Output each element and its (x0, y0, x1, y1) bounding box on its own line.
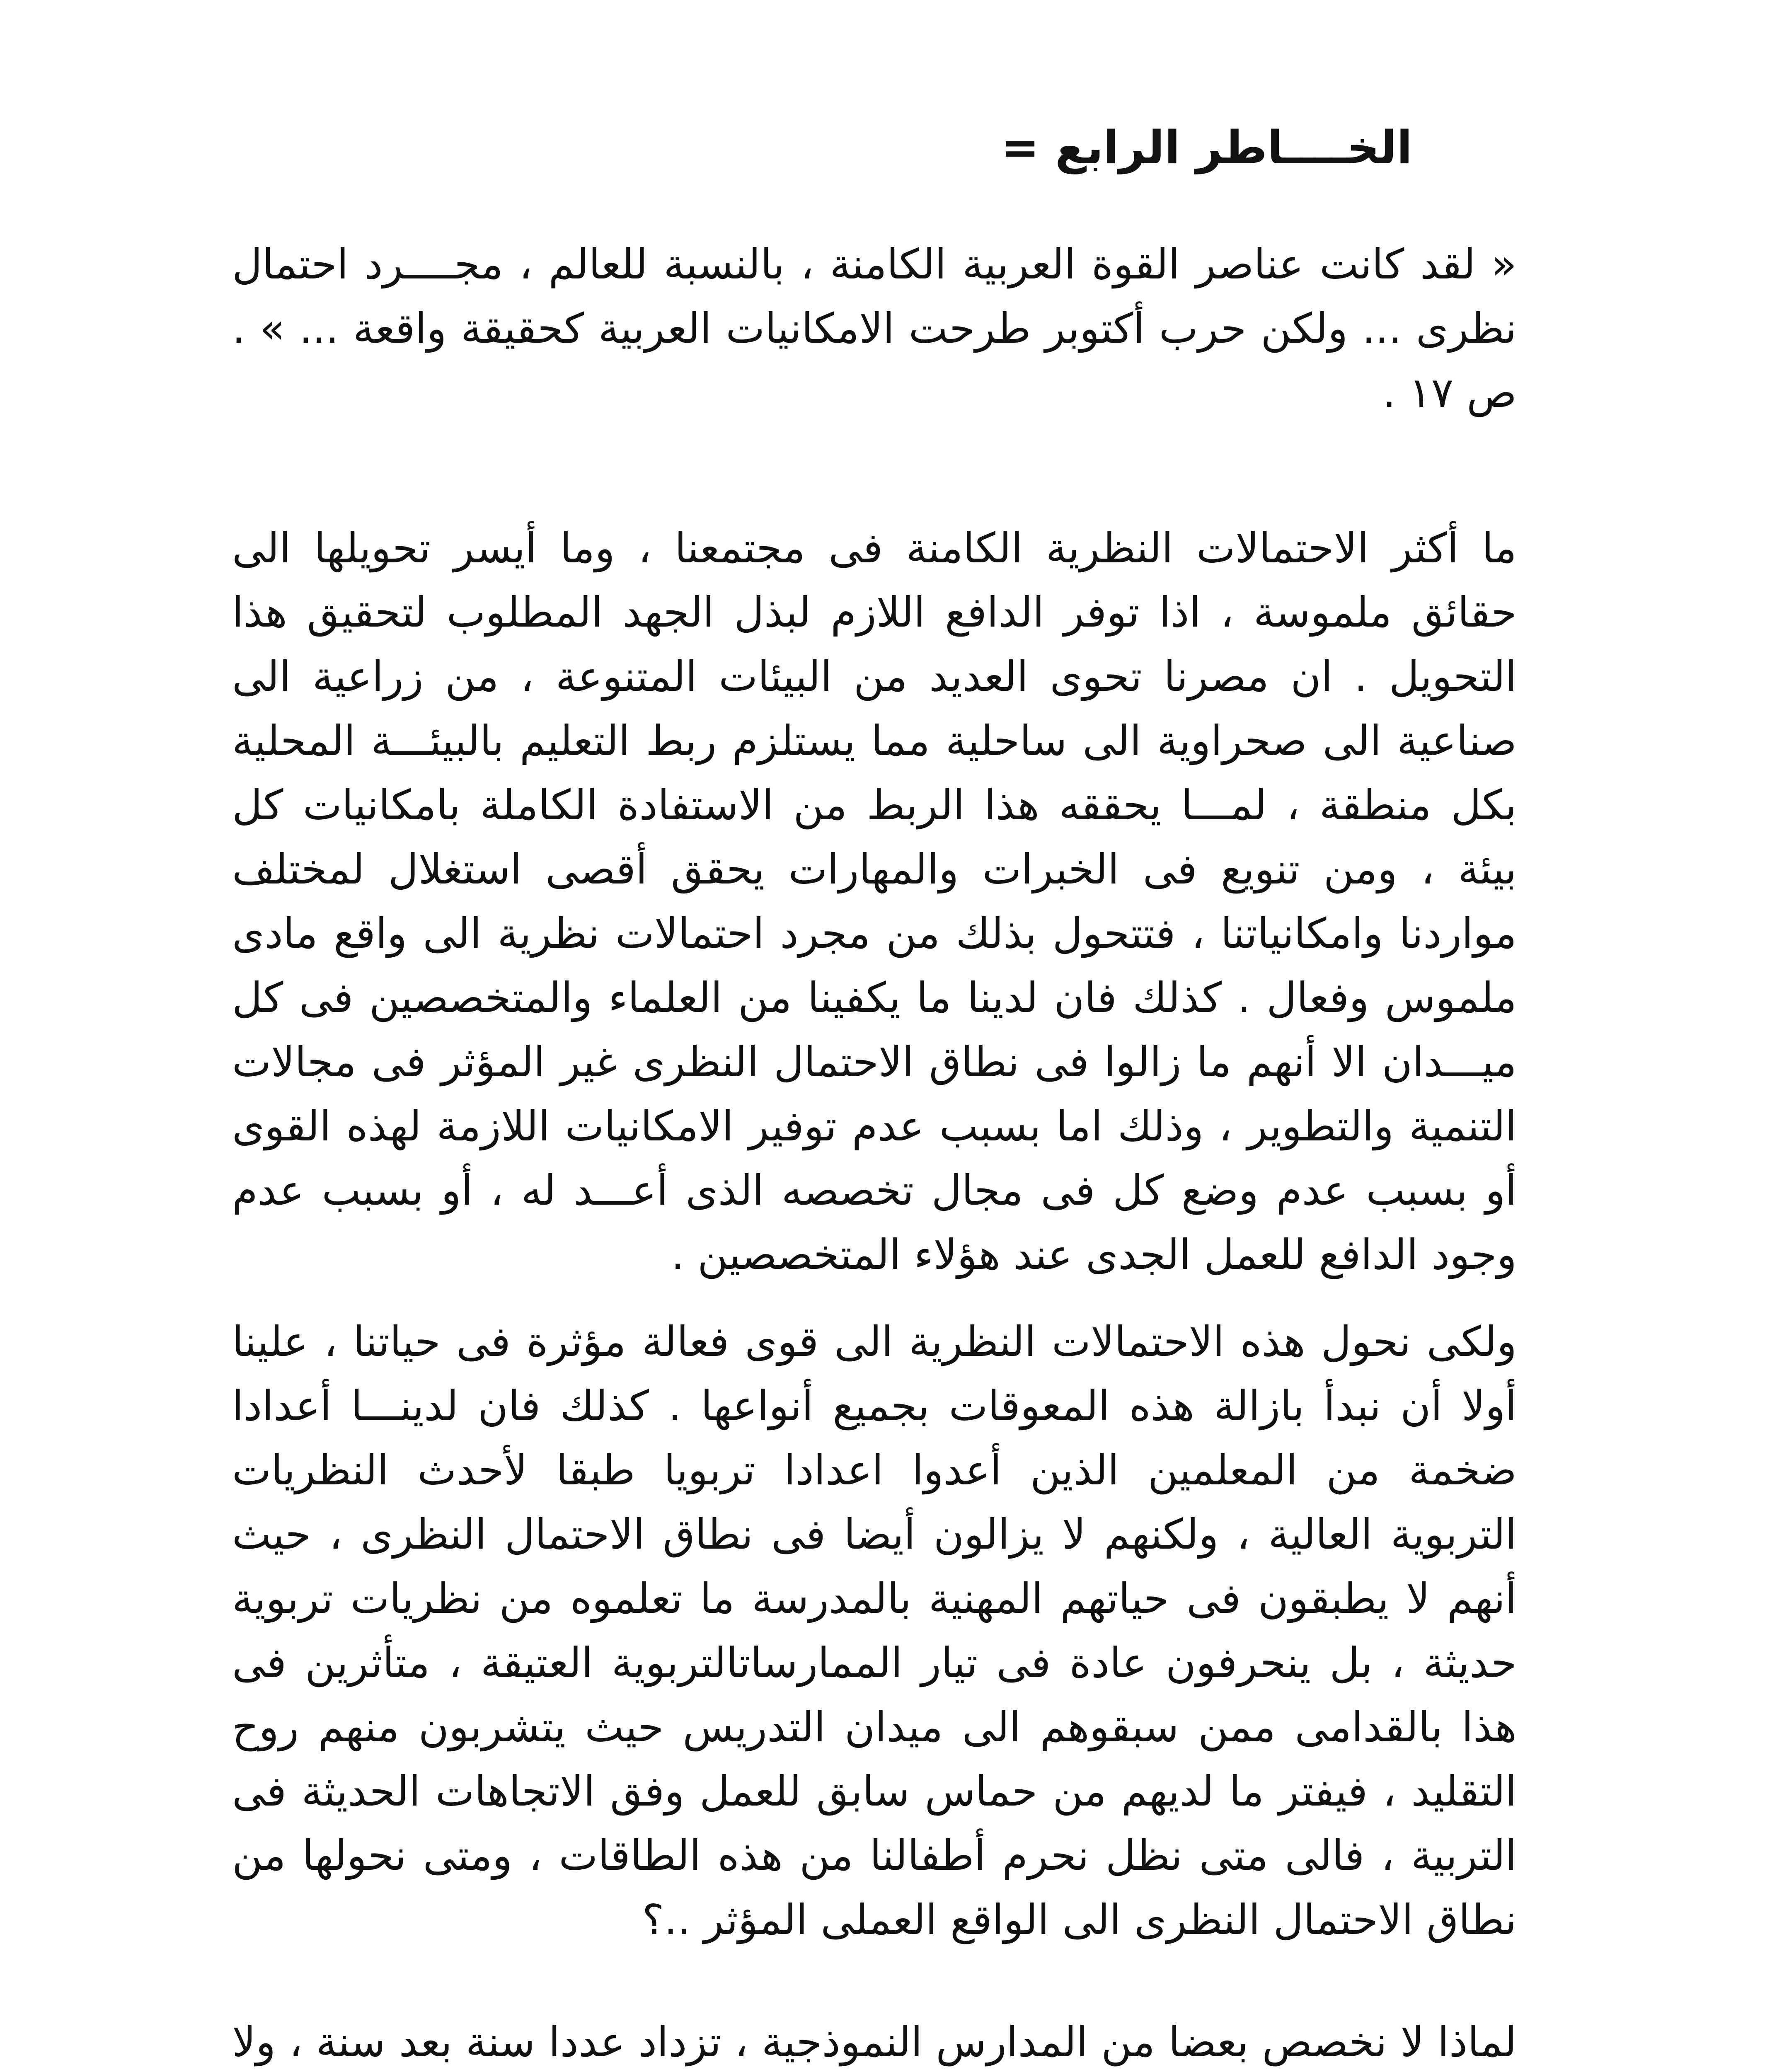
body-paragraph-3: لماذا لا نخصص بعضا من المدارس النموذجية ، تزداد عددا سنة بعد سنة ، ولا (232, 2018, 1517, 2066)
quote-paragraph: « لقد كانت عناصر القوة العربية الكامنة ، بالنسبة للعالم ، مجــــرد احتمال نظرى ... ولكن حرب أكتوبر طرحت الامكانيات العربية كحقيقة واقعة ... » . ص ١٧ . (232, 240, 1517, 417)
body-paragraph-1: ما أكثر الاحتمالات النظرية الكامنة فى مجتمعنا ، وما أيسر تحويلها الى حقائق ملموسة ، اذا توفر الدافع اللازم لبذل الجهد المطلوب لتحقيق هذا التحويل . ان مصرنا تحوى العديد من البيئات المتنوعة ، من زراعية الى صناعية الى صحراوية الى ساحلية مما يستلزم ربط التعليم بالبيئـــة المحلية بكل منطقة ، لمـــا يحققه هذا الربط من الاستفادة الكاملة بامكانيات كل بيئة ، ومن تنويع فى الخبرات والمهارات يحقق أقصى استغلال لمختلف مواردنا وامكانياتنا ، فتتحول بذلك من مجرد احتمالات نظرية الى واقع مادى ملموس وفعال . كذلك فان لدينا ما يكفينا من العلماء والمتخصصين فى كل ميـــدان الا أنهم ما زالوا فى نطاق الاحتمال النظرى غير المؤثر فى مجالات التنمية والتطوير ، وذلك اما بسبب عدم توفير الامكانيات اللازمة لهذه القوى أو بسبب عدم وضع كل فى مجال تخصصه الذى أعـــد له ، أو بسبب عدم وجود الدافع للعمل الجدى عند هؤلاء المتخصصين . (232, 524, 1517, 1279)
chapter-heading: الخــــاطر الرابع = (1001, 121, 1412, 174)
body-paragraph-2: ولكى نحول هذه الاحتمالات النظرية الى قوى فعالة مؤثرة فى حياتنا ، علينا أولا أن نبدأ بازالة هذه المعوقات بجميع أنواعها . كذلك فان لدينـــا أعدادا ضخمة من المعلمين الذين أعدوا اعدادا تربويا طبقا لأحدث النظريات التربوية العالية ، ولكنهم لا يزالون أيضا فى نطاق الاحتمال النظرى ، حيث أنهم لا يطبقون فى حياتهم المهنية بالمدرسة ما تعلموه من نظريات تربوية حديثة ، بل ينحرفون عادة فى تيار الممارساتالتربوية العتيقة ، متأثرين فى هذا بالقدامى ممن سبقوهم الى ميدان التدريس حيث يتشربون منهم روح التقليد ، فيفتر ما لديهم من حماس سابق للعمل وفق الاتجاهات الحديثة فى التربية ، فالى متى نظل نحرم أطفالنا من هذه الطاقات ، ومتى نحولها من نطاق الاحتمال النظرى الى الواقع العملى المؤثر ..؟ (232, 1317, 1517, 1944)
